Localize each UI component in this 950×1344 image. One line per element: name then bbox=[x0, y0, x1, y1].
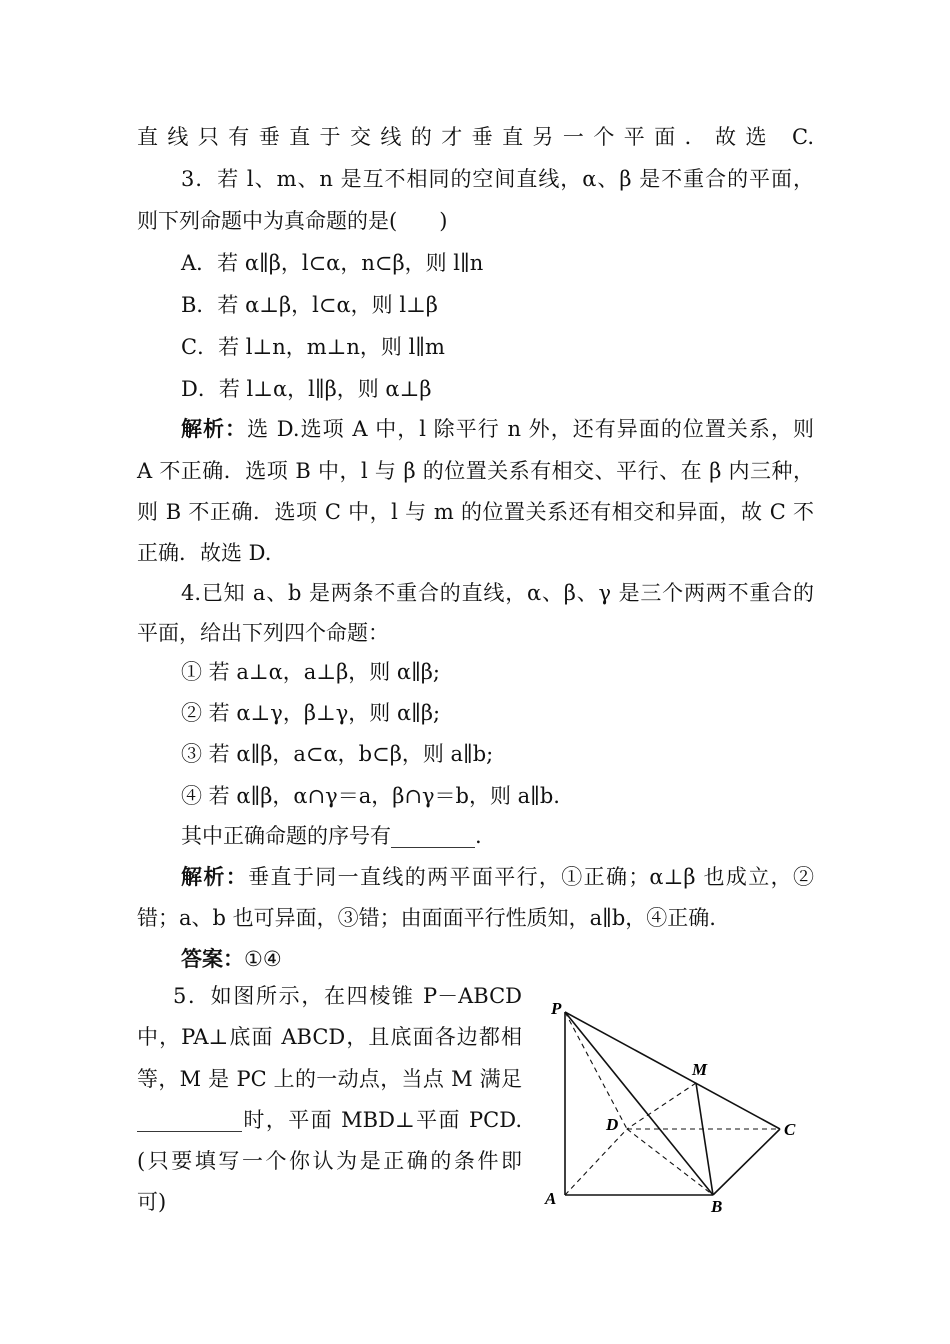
label-c: C bbox=[784, 1120, 796, 1139]
edge-pb bbox=[565, 1012, 713, 1195]
label-b: B bbox=[711, 1197, 723, 1216]
option-a: A．若 α∥β，l⊂α，n⊂β，则 l∥n bbox=[181, 251, 484, 275]
proposition-3: ③ 若 α∥β，a⊂α，b⊂β，则 a∥b; bbox=[181, 742, 494, 766]
option-b: B．若 α⊥β，l⊂α，则 l⊥β bbox=[181, 293, 438, 317]
analysis-label: 解析： bbox=[181, 864, 249, 889]
text-line: __________时，平面 MBD⊥平面 PCD. bbox=[137, 1108, 522, 1132]
question-4-stem: 4.已知 a、b 是两条不重合的直线，α、β、γ 是三个两两不重合的 bbox=[181, 581, 814, 605]
proposition-2: ② 若 α⊥γ，β⊥γ，则 α∥β; bbox=[181, 701, 441, 725]
edge-md bbox=[627, 1083, 696, 1129]
text-line: 直线只有垂直于交线的才垂直另一个平面．故选 C. bbox=[137, 125, 814, 149]
text-line: (只要填写一个你认为是正确的条件即 bbox=[137, 1149, 522, 1173]
label-p: P bbox=[551, 999, 562, 1018]
edge-db bbox=[627, 1129, 713, 1195]
proposition-4: ④ 若 α∥β，α∩γ＝a，β∩γ＝b，则 a∥b. bbox=[181, 784, 560, 808]
text-line: 正确．故选 D. bbox=[137, 541, 272, 565]
text-line: 等，M 是 PC 上的一动点，当点 M 满足 bbox=[137, 1067, 522, 1091]
question-3-stem: 3．若 l、m、n 是互不相同的空间直线，α、β 是不重合的平面， bbox=[181, 167, 814, 191]
label-a: A bbox=[545, 1189, 557, 1208]
edge-ad bbox=[565, 1129, 627, 1195]
text-line: 错；a、b 也可异面，③错；由面面平行性质知，a∥b，④正确. bbox=[137, 906, 716, 930]
text-line: 则 B 不正确．选项 C 中，l 与 m 的位置关系还有相交和异面，故 C 不 bbox=[137, 500, 814, 524]
edge-bc bbox=[713, 1129, 780, 1195]
text-line: 平面，给出下列四个命题： bbox=[137, 621, 389, 645]
analysis-line: 解析：选 D.选项 A 中，l 除平行 n 外，还有异面的位置关系，则 bbox=[181, 416, 814, 441]
text-line: 可) bbox=[137, 1190, 167, 1214]
label-m: M bbox=[692, 1060, 708, 1079]
analysis-line: 解析：垂直于同一直线的两平面平行，①正确；α⊥β 也成立，② bbox=[181, 864, 815, 889]
answer-label: 答案： bbox=[181, 946, 244, 971]
analysis-label: 解析： bbox=[181, 416, 248, 441]
text-line: A 不正确．选项 B 中，l 与 β 的位置关系有相交、平行、在 β 内三种， bbox=[137, 459, 814, 483]
edge-pc bbox=[565, 1012, 780, 1129]
option-d: D．若 l⊥α，l∥β，则 α⊥β bbox=[181, 377, 432, 401]
question-5-stem: 5．如图所示，在四棱锥 P－ABCD bbox=[173, 984, 522, 1008]
question-4-blank: 其中正确命题的序号有________. bbox=[181, 824, 482, 848]
text-line: 则下列命题中为真命题的是( ) bbox=[137, 209, 448, 233]
answer-line: 答案：①④ bbox=[181, 946, 282, 971]
proposition-1: ① 若 a⊥α，a⊥β，则 α∥β; bbox=[181, 660, 440, 684]
label-d: D bbox=[606, 1115, 619, 1134]
text-line: 中，PA⊥底面 ABCD，且底面各边都相 bbox=[137, 1025, 522, 1049]
option-c: C．若 l⊥n，m⊥n，则 l∥m bbox=[181, 335, 445, 359]
